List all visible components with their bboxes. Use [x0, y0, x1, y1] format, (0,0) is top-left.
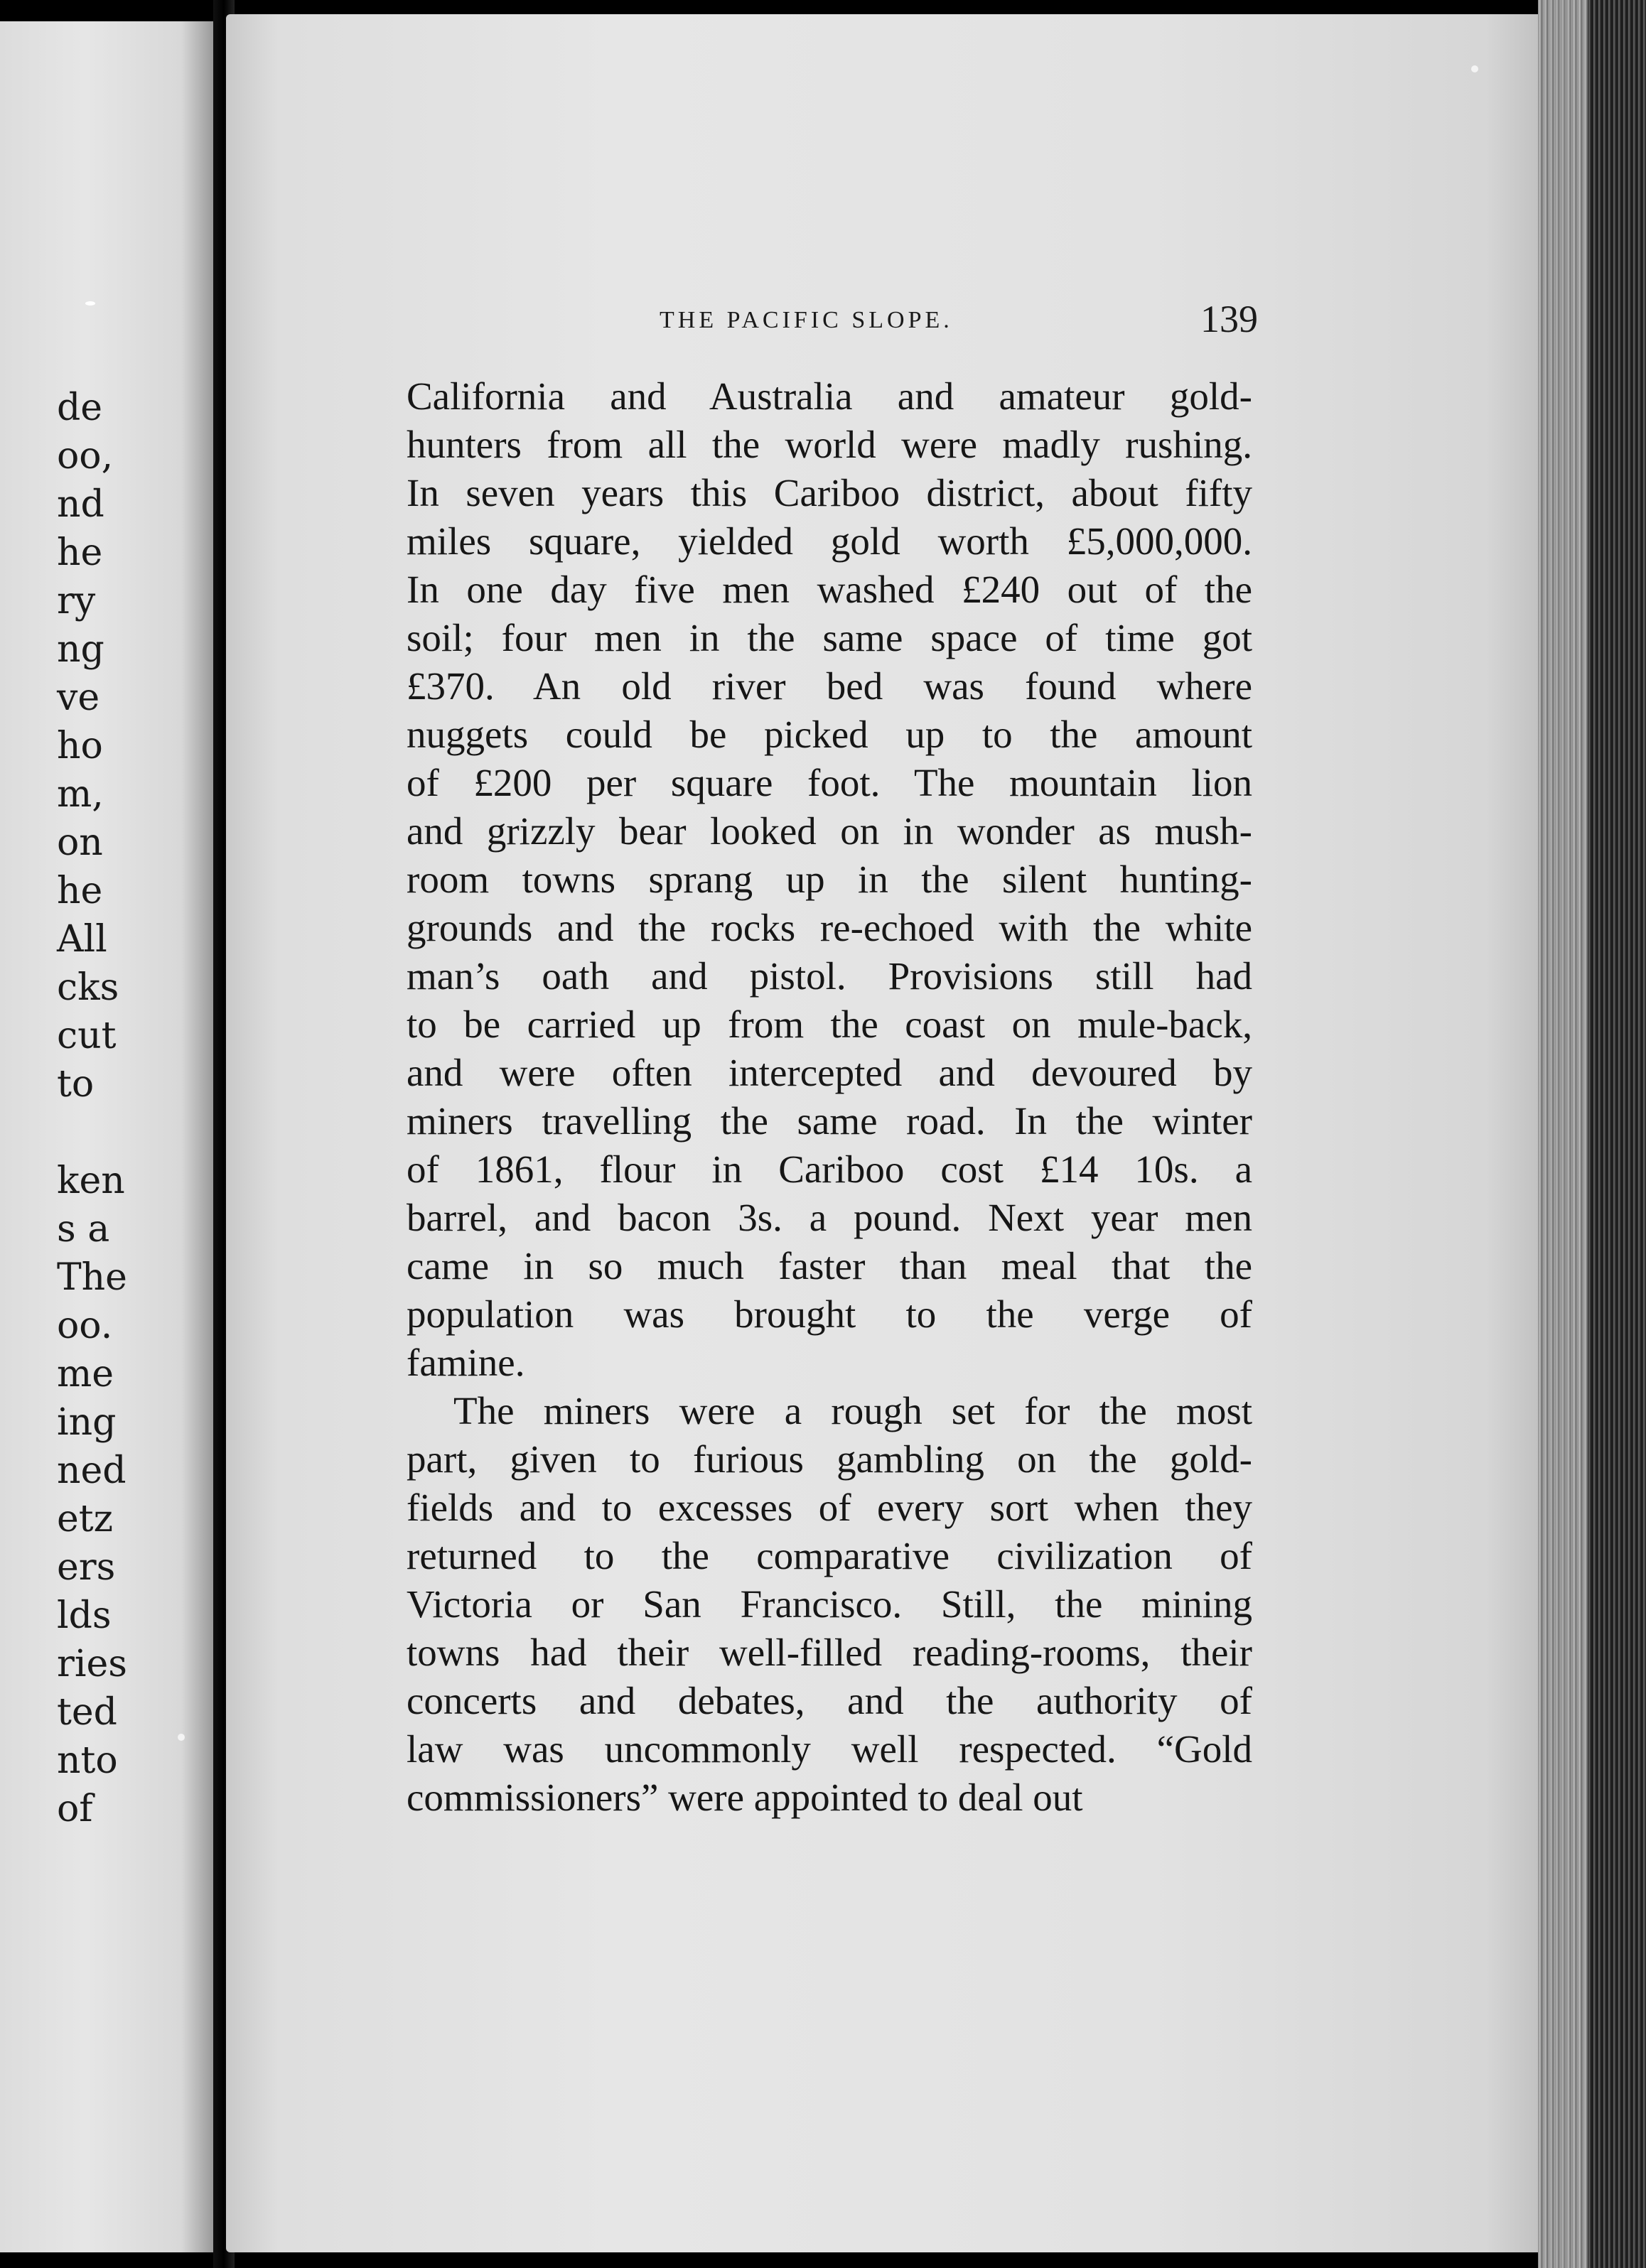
left-page-line-text: m,	[57, 773, 104, 816]
left-page-line-text: he	[57, 870, 103, 912]
text-line: nuggets could be picked up to the amount	[407, 713, 1252, 756]
left-facing-page	[0, 21, 213, 2252]
text-line: Victoria or San Francisco. Still, the mining	[407, 1582, 1252, 1626]
left-page-line	[0, 867, 213, 915]
left-page-line	[0, 1302, 213, 1350]
left-page-line	[0, 1640, 213, 1688]
left-page-line-text: oo,	[57, 435, 114, 477]
page-edges-highlight	[1538, 0, 1588, 2268]
text-line: towns had their well-filled reading-rooms, their	[407, 1631, 1252, 1674]
left-page-line	[0, 625, 213, 674]
left-page-line-text: The	[57, 1256, 127, 1299]
left-page-line-text: ry	[57, 580, 96, 622]
left-page-line	[0, 1012, 213, 1060]
left-page-line	[0, 819, 213, 867]
left-page-line	[0, 1447, 213, 1495]
left-page-line-text: cks	[57, 966, 119, 1009]
left-page-line	[0, 1253, 213, 1302]
left-page-line-text: ho	[57, 725, 103, 767]
left-page-line	[0, 1543, 213, 1592]
text-line: came in so much faster than meal that the	[407, 1244, 1252, 1287]
text-line: commissioners” were appointed to deal out	[407, 1776, 1083, 1819]
left-page-line-text: ted	[57, 1691, 117, 1734]
left-page-line	[0, 770, 213, 819]
left-page-line-text: All	[57, 918, 107, 961]
text-line: barrel, and bacon 3s. a pound. Next year men	[407, 1196, 1252, 1239]
left-page-line-text: ers	[57, 1546, 116, 1589]
left-page-line	[0, 963, 213, 1012]
text-line: room towns sprang up in the silent hunting-	[407, 858, 1252, 901]
running-head-title: THE PACIFIC SLOPE.	[660, 307, 953, 333]
left-page-line	[0, 674, 213, 722]
left-page-line	[0, 1688, 213, 1737]
text-line: In seven years this Cariboo district, about fifty	[407, 471, 1252, 514]
left-page-line	[0, 1592, 213, 1640]
left-page-line-text: lds	[57, 1594, 112, 1637]
left-page-line-text: oo.	[57, 1305, 113, 1347]
text-line: soil; four men in the same space of time got	[407, 616, 1252, 659]
left-page-line	[0, 1350, 213, 1398]
text-line: fields and to excesses of every sort when they	[407, 1486, 1252, 1529]
left-page-line	[0, 722, 213, 770]
left-page-line	[0, 1737, 213, 1785]
text-line: man’s oath and pistol. Provisions still had	[407, 954, 1252, 998]
left-page-line	[0, 384, 213, 432]
text-line: hunters from all the world were madly rushing.	[407, 423, 1252, 466]
running-head	[625, 297, 1258, 347]
left-page-line	[0, 1157, 213, 1205]
text-line: miles square, yielded gold worth £5,000,000.	[407, 519, 1252, 563]
left-page-line	[0, 1398, 213, 1447]
text-line: and grizzly bear looked on in wonder as mush-	[407, 809, 1252, 853]
left-page-line-text: de	[57, 387, 103, 429]
left-page-line	[0, 1060, 213, 1108]
left-page-line	[0, 1108, 213, 1157]
left-page-line	[0, 529, 213, 577]
text-line: to be carried up from the coast on mule-back,	[407, 1003, 1252, 1046]
text-line: concerts and debates, and the authority of	[407, 1679, 1252, 1722]
text-line: population was brought to the verge of	[407, 1292, 1252, 1336]
left-page-line-text: on	[57, 821, 103, 864]
left-page-line	[0, 1785, 213, 1833]
left-page-line-text: ng	[57, 628, 104, 671]
page-number: 139	[1200, 298, 1258, 340]
left-page-line	[0, 432, 213, 480]
text-line: famine.	[407, 1341, 525, 1384]
left-page-line-text: s a	[57, 1208, 110, 1251]
scan-speck	[85, 301, 95, 306]
left-page-line-text: of	[57, 1788, 93, 1830]
left-page-line-text: ing	[57, 1401, 117, 1444]
text-line: miners travelling the same road. In the winter	[407, 1099, 1252, 1143]
left-page-line	[0, 577, 213, 625]
text-line: £370. An old river bed was found where	[407, 664, 1252, 708]
left-page-line	[0, 915, 213, 963]
left-page-line	[0, 1495, 213, 1543]
text-line: and were often intercepted and devoured by	[407, 1051, 1252, 1094]
text-line: The miners were a rough set for the most	[453, 1389, 1252, 1432]
left-page-line-text: nd	[57, 483, 104, 526]
left-page-line-text: he	[57, 531, 103, 574]
text-line: In one day five men washed £240 out of the	[407, 568, 1252, 611]
left-page-line-text: me	[57, 1353, 114, 1395]
left-page-line	[0, 480, 213, 529]
left-page-line-text: nto	[57, 1739, 118, 1782]
left-page-line-text: cut	[57, 1015, 117, 1057]
text-line: part, given to furious gambling on the gold-	[407, 1437, 1252, 1481]
left-page-line-text: ve	[57, 676, 100, 719]
text-line: of £200 per square foot. The mountain lion	[407, 761, 1252, 804]
text-line: returned to the comparative civilization of	[407, 1534, 1252, 1577]
left-page-line-text: ries	[57, 1643, 127, 1685]
left-page-line	[0, 1205, 213, 1253]
left-page-line-text: etz	[57, 1498, 114, 1540]
text-line: law was uncommonly well respected. “Gold	[407, 1727, 1252, 1771]
left-page-line-text: ken	[57, 1160, 125, 1202]
left-page-line-text: ned	[57, 1449, 127, 1492]
left-page-line-text: to	[57, 1063, 95, 1106]
text-line: of 1861, flour in Cariboo cost £14 10s. a	[407, 1148, 1252, 1191]
scan-speck	[1471, 65, 1478, 72]
text-line: California and Australia and amateur gold-	[407, 374, 1252, 418]
scan-speck	[178, 1734, 185, 1741]
text-line: grounds and the rocks re-echoed with the white	[407, 906, 1252, 949]
